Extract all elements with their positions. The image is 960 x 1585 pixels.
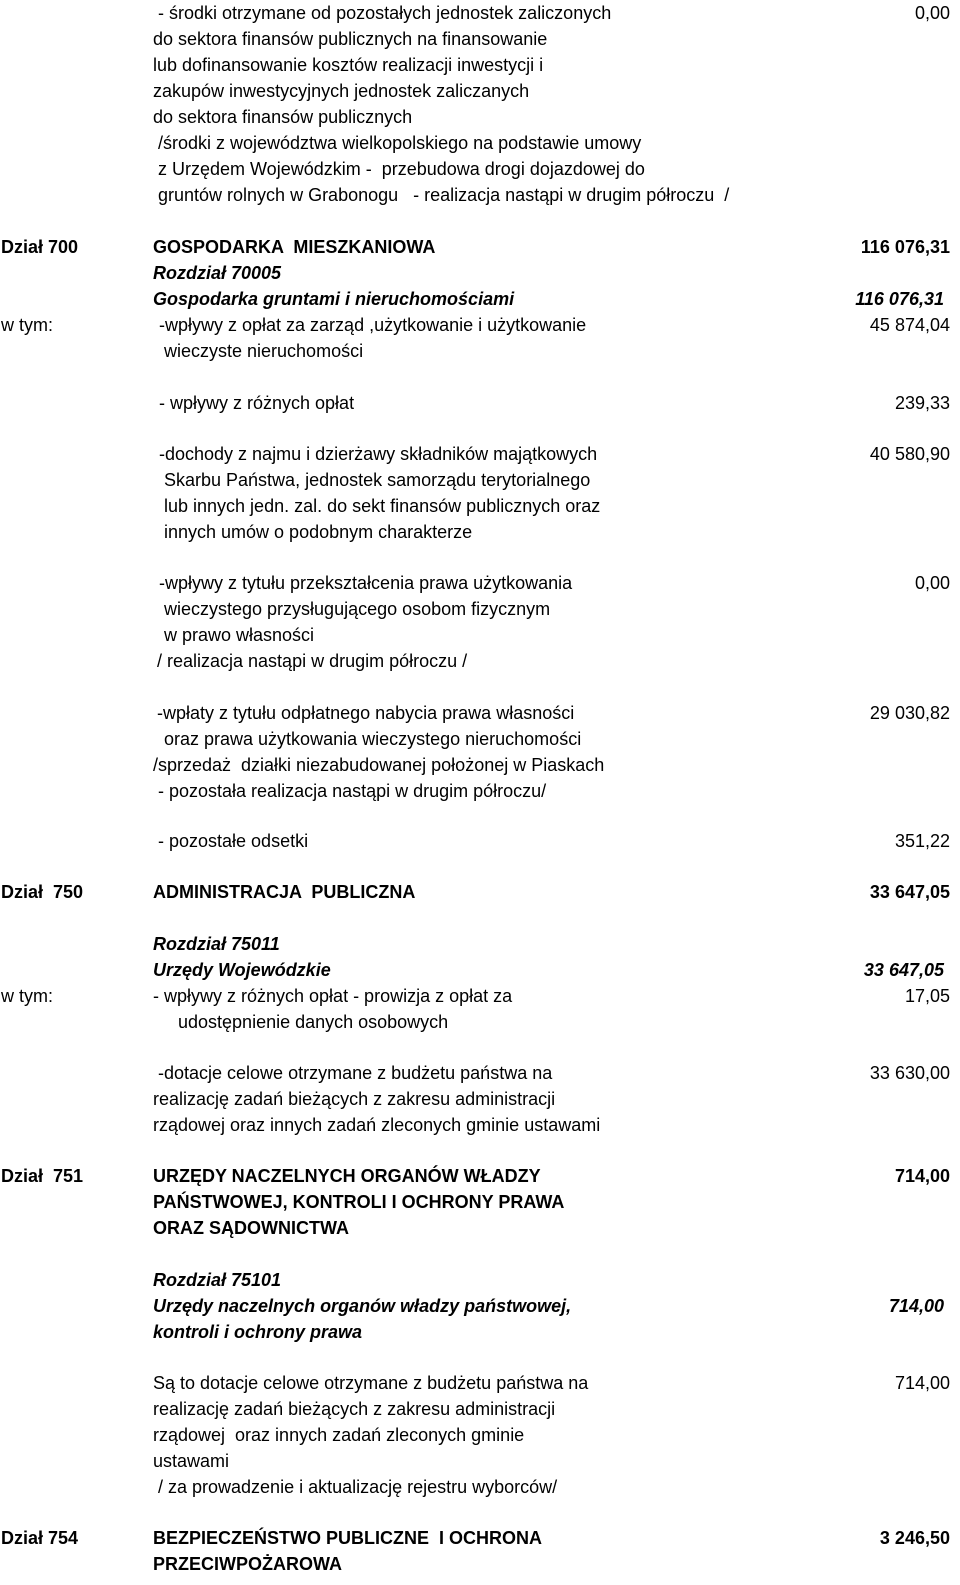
amount-value: 116 076,31 xyxy=(860,237,950,257)
text-line: w prawo własności xyxy=(164,625,315,645)
amount-value: 714,00 xyxy=(888,1296,944,1316)
text-line: wieczyste nieruchomości xyxy=(164,341,364,361)
amount-value: 33 647,05 xyxy=(869,882,950,902)
section-label: Dział 751 xyxy=(1,1166,84,1186)
text-line: Urzędy naczelnych organów władzy państwowej, xyxy=(153,1296,572,1316)
text-line: do sektora finansów publicznych xyxy=(153,107,413,127)
text-line: / realizacja nastąpi w drugim półroczu / xyxy=(157,651,468,671)
section-label: Dział 754 xyxy=(1,1528,79,1548)
text-line: lub innych jedn. zal. do sekt finansów publicznych oraz xyxy=(164,496,601,516)
text-line: -wpłaty z tytułu odpłatnego nabycia prawa własności xyxy=(157,703,575,723)
text-line: BEZPIECZEŃSTWO PUBLICZNE I OCHRONA xyxy=(153,1528,543,1548)
text-line: ustawami xyxy=(153,1451,230,1471)
section-label: Dział 700 xyxy=(1,237,79,257)
text-line: Urzędy Wojewódzkie xyxy=(153,960,331,980)
text-line: Rozdział 70005 xyxy=(153,263,282,283)
text-line: URZĘDY NACZELNYCH ORGANÓW WŁADZY xyxy=(153,1166,541,1186)
amount-value: 351,22 xyxy=(894,831,950,851)
text-line: z Urzędem Wojewódzkim - przebudowa drogi dojazdowej do xyxy=(153,159,645,179)
text-line: rządowej oraz innych zadań zleconych gminie xyxy=(153,1425,525,1445)
text-line: - wpływy z różnych opłat xyxy=(159,393,355,413)
amount-value: 17,05 xyxy=(904,986,950,1006)
text-line: kontroli i ochrony prawa xyxy=(153,1322,363,1342)
text-line: - pozostała realizacja nastąpi w drugim półroczu/ xyxy=(153,781,547,801)
text-line: Gospodarka gruntami i nieruchomościami xyxy=(153,289,515,309)
text-line: do sektora finansów publicznych na finansowanie xyxy=(153,29,548,49)
amount-value: 116 076,31 xyxy=(855,289,944,309)
text-line: innych umów o podobnym charakterze xyxy=(164,522,473,542)
text-line: - środki otrzymane od pozostałych jednostek zaliczonych xyxy=(153,3,612,23)
amount-value: 33 647,05 xyxy=(863,960,944,980)
amount-value: 714,00 xyxy=(894,1373,950,1393)
text-line: Skarbu Państwa, jednostek samorządu terytorialnego xyxy=(164,470,591,490)
amount-value: 45 874,04 xyxy=(869,315,950,335)
amount-value: 3 246,50 xyxy=(879,1528,950,1548)
amount-value: 40 580,90 xyxy=(869,444,950,464)
text-line: /środki z województwa wielkopolskiego na podstawie umowy xyxy=(153,133,642,153)
section-label: Dział 750 xyxy=(1,882,84,902)
text-line: - pozostałe odsetki xyxy=(153,831,309,851)
text-line: realizację zadań bieżących z zakresu administracji xyxy=(153,1089,556,1109)
amount-value: 714,00 xyxy=(894,1166,950,1186)
text-line: -dotacje celowe otrzymane z budżetu państwa na xyxy=(153,1063,553,1083)
text-line: Rozdział 75011 xyxy=(153,934,280,954)
text-line: / za prowadzenie i aktualizację rejestru wyborców/ xyxy=(153,1477,558,1497)
text-line: zakupów inwestycyjnych jednostek zaliczanych xyxy=(153,81,530,101)
text-line: PRZECIWPOŻAROWA xyxy=(153,1554,342,1574)
text-line: rządowej oraz innych zadań zleconych gminie ustawami xyxy=(153,1115,601,1135)
amount-value: 0,00 xyxy=(914,573,950,593)
text-line: wieczystego przysługującego osobom fizycznym xyxy=(164,599,551,619)
text-line: realizację zadań bieżących z zakresu administracji xyxy=(153,1399,556,1419)
amount-value: 239,33 xyxy=(894,393,950,413)
text-line: /sprzedaż działki niezabudowanej położonej w Piaskach xyxy=(153,755,605,775)
section-label: w tym: xyxy=(1,315,53,335)
text-line: oraz prawa użytkowania wieczystego nieruchomości xyxy=(164,729,582,749)
text-line: Rozdział 75101 xyxy=(153,1270,282,1290)
text-line: ADMINISTRACJA PUBLICZNA xyxy=(153,882,416,902)
text-line: -dochody z najmu i dzierżawy składników majątkowych xyxy=(159,444,598,464)
text-line: GOSPODARKA MIESZKANIOWA xyxy=(153,237,436,257)
amount-value: 0,00 xyxy=(914,3,950,23)
text-line: -wpływy z opłat za zarząd ,użytkowanie i użytkowanie xyxy=(159,315,587,335)
amount-value: 29 030,82 xyxy=(869,703,950,723)
text-line: Są to dotacje celowe otrzymane z budżetu państwa na xyxy=(153,1373,589,1393)
text-line: gruntów rolnych w Grabonogu - realizacja nastąpi w drugim półroczu / xyxy=(153,185,730,205)
text-line: ORAZ SĄDOWNICTWA xyxy=(153,1218,349,1238)
text-line: lub dofinansowanie kosztów realizacji inwestycji i xyxy=(153,55,544,75)
text-line: udostępnienie danych osobowych xyxy=(168,1012,449,1032)
amount-value: 33 630,00 xyxy=(869,1063,950,1083)
text-line: -wpływy z tytułu przekształcenia prawa użytkowania xyxy=(159,573,573,593)
text-line: PAŃSTWOWEJ, KONTROLI I OCHRONY PRAWA xyxy=(153,1192,565,1212)
section-label: w tym: xyxy=(1,986,53,1006)
text-line: - wpływy z różnych opłat - prowizja z opłat za xyxy=(153,986,513,1006)
